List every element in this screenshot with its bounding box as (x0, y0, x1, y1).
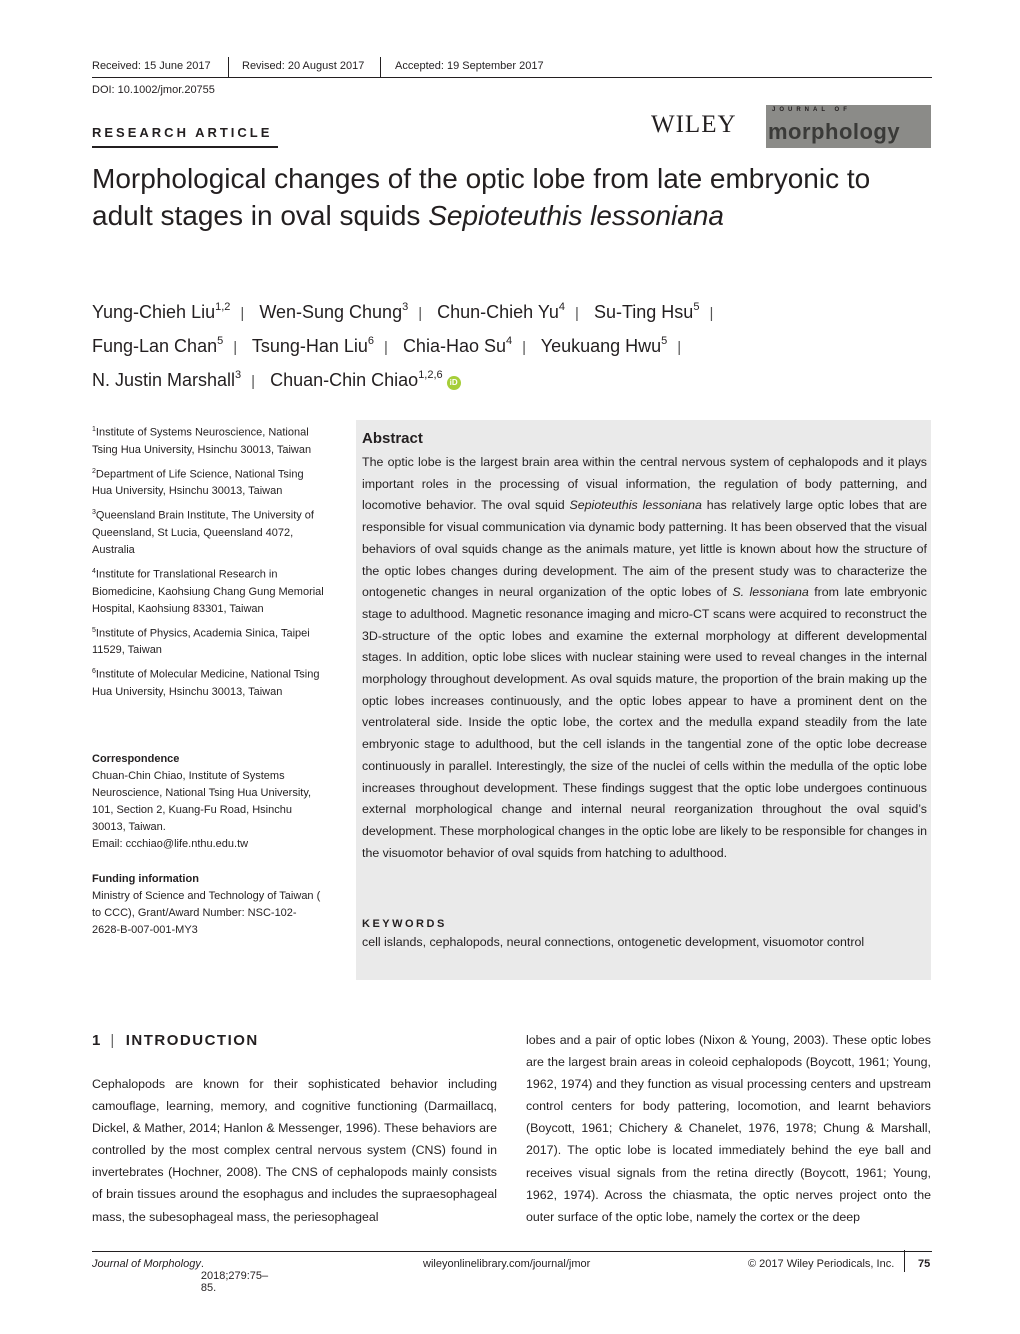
journal-logo-small: JOURNAL OF (772, 107, 851, 113)
keywords-heading: KEYWORDS (362, 918, 447, 930)
author-name: Yeukuang Hwu (540, 336, 662, 356)
affiliation: $^4$Institute for Translational Research in Biomedicine, Kaohsiung Chang Gung Memorial Hospital, Kaohsiung 83301, Taiwan (92, 567, 324, 615)
funding-text: Ministry of Science and Technology of Taiwan ( to CCC), Grant/Award Number: NSC-102-2628-B-007-001-MY3 (92, 890, 321, 936)
author-name: Fung-Lan Chan (92, 336, 218, 356)
affiliation: $^1$Institute of Systems Neuroscience, National Tsing Hua University, Hsinchu 30013, Taiwan (92, 426, 312, 456)
author-name: Yung-Chieh Liu (92, 302, 216, 322)
page-number: 75 (918, 1258, 931, 1270)
article-type-underline (92, 146, 278, 148)
revised-date: Revised: 20 August 2017 (242, 60, 365, 72)
affiliation: $^3$Queensland Brain Institute, The University of Queensland, St Lucia, Queensland 4072, Australia (92, 509, 314, 556)
correspondence-heading: Correspondence (92, 753, 180, 765)
author-name: Su-Ting Hsu (593, 302, 694, 322)
footer-copyright: © 2017 Wiley Periodicals, Inc. (748, 1258, 895, 1270)
footer-journal: Journal of Morphology (92, 1258, 201, 1270)
footer-rule (92, 1251, 932, 1252)
author-name: Wen-Sung Chung (259, 302, 403, 322)
header-rule (92, 77, 932, 78)
divider (228, 57, 229, 77)
abstract-box (356, 420, 931, 980)
author-name: Chuan-Chin Chiao (270, 370, 419, 390)
correspondence-text: Chuan-Chin Chiao, Institute of Systems Neuroscience, National Tsing Hua University, 101, Section 2, Kuang-Fu Road, Hsinchu 30013, Taiwan. (92, 770, 312, 833)
journal-logo (758, 105, 931, 148)
affiliation: $^2$Department of Life Science, National Tsing Hua University, Hsinchu 30013, Taiwan (92, 467, 304, 498)
footer-url[interactable]: wileyonlinelibrary.com/journal/jmor (423, 1258, 591, 1270)
footer-citation: . 2018;279:75–85. (200, 1258, 269, 1294)
accepted-date: Accepted: 19 September 2017 (395, 60, 544, 72)
article-type: RESEARCH ARTICLE (92, 125, 273, 140)
abstract-text: The optic lobe is the largest brain area within the central nervous system of cephalopods and it plays important roles in the processing of visual information, the regulation of body patterning, and locomotive behavior. The oval squid Sepioteuthis lessoniana has relatively large optic lobes that are responsible for visual communication via dynamic body patterning. It has been observed that the visual behaviors of oval squids change as the animals mature, yet little is known about how the structure of the optic lobes changes during development. The aim of the present study was to characterize the ontogenetic changes in neural organization of the optic lobes of S. lessoniana from late embryonic stage to adulthood. Magnetic resonance imaging and micro-CT scans were acquired to reconstruct the 3D-structure of the optic lobes and examine the external morphology at different developmental stages. In addition, optic lobe slices with nuclear staining were used to reveal changes in the internal morphology throughout development. As oval squids mature, the proportion of the brain making up the optic lobes increases continuously, and the optic lobes appear to have a prominent dent on the ventrolateral side. Inside the optic lobe, the cortex and the medulla expand steadily from the late embryonic stage to adulthood, but the cell islands in the tangential zone of the optic lobe decrease continuously in parallel. Interestingly, the size of the nuclei of cells within the medulla of the optic lobe increases throughout development. These findings suggest that the optic lobe undergoes continuous external morphological change and internal neural reorganization throughout the oval squid’s development. These morphological changes in the optic lobe are likely to be responsible for changes in the visuomotor behavior of oval squids from hatching to adulthood. (362, 455, 927, 860)
keywords-text: cell islands, cephalopods, neural connections, ontogenetic development, visuomotor control (362, 935, 865, 949)
funding-heading: Funding information (92, 873, 199, 885)
correspondence-email[interactable]: Email: ccchiao@life.nthu.edu.tw (92, 838, 249, 850)
publisher-logo: WILEY (651, 111, 737, 138)
received-date: Received: 15 June 2017 (92, 60, 211, 72)
author-name: N. Justin Marshall (92, 370, 236, 390)
correspondence (92, 751, 324, 853)
footer (92, 1258, 932, 1294)
affiliation: $^6$Institute of Molecular Medicine, National Tsing Hua University, Hsinchu 30013, Taiwan (92, 668, 320, 698)
funding (92, 871, 324, 939)
divider (904, 1250, 905, 1272)
author-line-2: Fung-Lan Chan$^5$ | Tsung-Han Liu$^6$ | Chia-Hao Su$^4$ | Yeukuang Hwu$^5$ | (92, 335, 682, 356)
author-line-1: Yung-Chieh Liu$^{1,2}$ | Wen-Sung Chung$^3$ | Chun-Chieh Yu$^4$ | Su-Ting Hsu$^5$ | (92, 301, 714, 322)
intro-column-2: lobes and a pair of optic lobes (Nixon & Young, 2003). These optic lobes are the largest brain areas in coleoid cephalopods (Boycott, 1961; Young, 1962, 1974) and they function as visual processing centers and upstream control centers for body pattering, locomotion, and learnt behaviors (Boycott, 1961; Chichery & Chanelet, 1976, 1978; Chung & Marshall, 2017). The optic lobe is located immediately behind the eye ball and receives visual signals from the retina directly (Boycott, 1961; Young, 1962, 1974). Across the chiasmata, the optic nerves project onto the outer surface of the optic lobe, namely the cortex or the deep (526, 1033, 931, 1224)
author-name: Tsung-Han Liu (251, 336, 368, 356)
article-title: Morphological changes of the optic lobe from late embryonic to adult stages in oval squids Sepioteuthis lessoniana (92, 163, 871, 231)
author-name: Chun-Chieh Yu (437, 302, 559, 322)
species-name: Sepioteuthis lessoniana (428, 200, 724, 231)
author-name: Chia-Hao Su (402, 336, 506, 356)
affiliations (92, 421, 324, 705)
author-line-3: N. Justin Marshall$^3$ | Chuan-Chin Chiao$^{1,2,6}$iD (92, 369, 461, 391)
section-heading: 1 | INTRODUCTION (92, 1032, 259, 1049)
orcid-icon[interactable]: iD (447, 376, 461, 390)
affiliation: $^5$Institute of Physics, Academia Sinica, Taipei 11529, Taiwan (92, 626, 310, 657)
intro-column-1: Cephalopods are known for their sophisticated behavior including camouflage, learning, memory, and cognitive functioning (Darmaillacq, Dickel, & Mather, 2014; Hanlon & Messenger, 1996). These behaviors are controlled by the most complex central nervous system (CNS) found in invertebrates (Hochner, 2008). The CNS of cephalopods mainly consists of brain tissues around the esophagus and includes the supraesophageal mass, the subesophageal mass, the periesophageal (92, 1077, 497, 1224)
journal-logo-name: morphology (768, 119, 901, 144)
abstract-heading: Abstract (362, 430, 423, 447)
doi[interactable]: DOI: 10.1002/jmor.20755 (92, 84, 215, 96)
divider (380, 57, 381, 77)
header-dates (92, 60, 932, 76)
